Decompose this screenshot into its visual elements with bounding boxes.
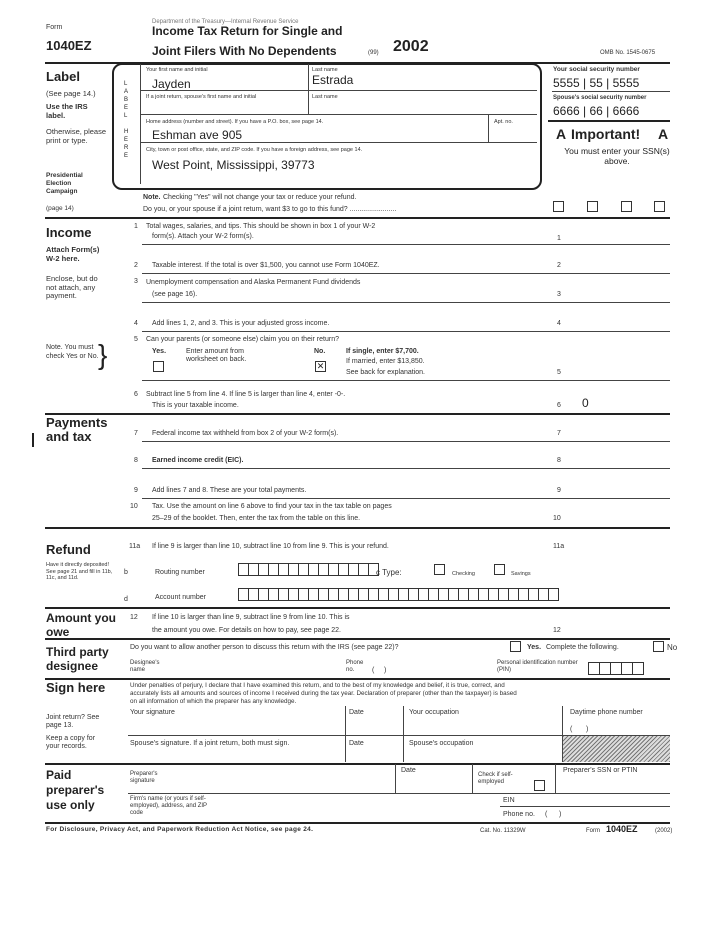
line11d-letter: d <box>124 596 128 603</box>
line1-number: 1 <box>134 223 138 230</box>
line12-text-b: the amount you owe. For details on how to pay, see page 22. <box>152 627 341 634</box>
account-number-boxes[interactable] <box>238 588 559 600</box>
footer-divider <box>45 822 670 824</box>
address-row-line <box>141 142 537 143</box>
spouse-signature-date: Date <box>349 740 364 747</box>
important-note: You must enter your SSN(s) above. <box>564 146 670 166</box>
election-spouse-yes-checkbox[interactable] <box>621 201 632 212</box>
savings-checkbox[interactable] <box>494 564 505 575</box>
checking-checkbox[interactable] <box>434 564 445 575</box>
line6-number: 6 <box>134 391 138 398</box>
election-question: Do you, or your spouse if a joint return, want $3 to go to this fund? ........................ <box>143 206 397 213</box>
prep-check-divider <box>472 764 473 794</box>
line11a-number: 11a <box>129 543 141 550</box>
ein-label: EIN <box>503 797 515 804</box>
line10-text-b: 25–29 of the booklet. Then, enter the tax from the table on this line. <box>152 515 361 522</box>
spouse-ssn-value[interactable]: 6666 | 66 | 6666 <box>553 104 640 118</box>
footer-year: (2002) <box>655 828 673 834</box>
label-heading: Label <box>46 69 80 84</box>
label-see-page: (See page 14.) <box>46 89 96 98</box>
line7-rule <box>142 441 670 442</box>
designee-pin-label: Personal identification number (PIN) <box>497 660 578 673</box>
city-value[interactable]: West Point, Mississippi, 39773 <box>152 158 315 172</box>
line7-number: 7 <box>134 430 138 437</box>
account-label: Account number <box>155 594 206 601</box>
line3-box-number: 3 <box>557 291 561 298</box>
daytime-phone-label: Daytime phone number <box>570 709 643 716</box>
attach-w2: Attach Form(s) W-2 here. <box>46 245 100 263</box>
spouse-ssn-caption: Spouse's social security number <box>553 95 647 101</box>
owe-divider <box>45 607 670 609</box>
firm-name-label: Firm's name (or yours if self-employed), address, and ZIP code <box>130 796 207 816</box>
form-title-line1: Income Tax Return for Single and <box>152 24 343 38</box>
line3-text-b: (see page 16). <box>152 291 198 298</box>
cursor-mark <box>32 433 34 447</box>
routing-label: Routing number <box>155 569 205 576</box>
footer-form-number: 1040EZ <box>606 824 638 834</box>
ssn-divider <box>548 120 670 122</box>
dept-label: Department of the Treasury—Internal Revenue Service <box>152 19 299 25</box>
spouse-signature-label: Spouse's signature. If a joint return, both must sign. <box>130 740 290 747</box>
line9-text: Add lines 7 and 8. These are your total payments. <box>152 487 307 494</box>
ssn-caption: Your social security number <box>553 66 640 73</box>
line11a-text: If line 9 is larger than line 10, subtract line 10 from line 9. This is your refund. <box>152 543 389 550</box>
line6-text-b: This is your taxable income. <box>152 402 239 409</box>
first-name-value[interactable]: Jayden <box>152 77 191 91</box>
footer-form-word: Form <box>586 828 600 834</box>
election-you-yes-checkbox[interactable] <box>553 201 564 212</box>
preparer-heading: Paid preparer's use only <box>46 768 105 812</box>
line5-text: Can your parents (or someone else) claim you on their return? <box>146 336 339 343</box>
third-party-no-checkbox[interactable] <box>653 641 664 652</box>
important-heading: Important! <box>571 126 641 142</box>
line1-box-number: 1 <box>557 235 561 242</box>
label-inner-divider <box>140 64 141 184</box>
form-title-line2: Joint Filers With No Dependents <box>152 44 337 58</box>
line8-number: 8 <box>134 457 138 464</box>
prep-date-divider <box>395 764 396 794</box>
vertical-here: H E R E <box>124 129 129 159</box>
third-party-yes: Yes. <box>527 644 542 651</box>
self-employed-checkbox[interactable] <box>534 780 545 791</box>
line4-text: Add lines 1, 2, and 3. This is your adjusted gross income. <box>152 320 330 327</box>
election-you-no-checkbox[interactable] <box>587 201 598 212</box>
enclose-payment: Enclose, but do not attach, any payment. <box>46 274 98 300</box>
election-note-bold: Note. <box>143 194 161 201</box>
line3-rule <box>142 302 670 303</box>
account-type-label: c Type: <box>376 568 402 577</box>
label-otherwise: Otherwise, please print or type. <box>46 127 107 145</box>
checking-label: Checking <box>452 571 475 577</box>
date-occ-divider <box>403 706 404 762</box>
line9-number: 9 <box>134 487 138 494</box>
line5-yes: Yes. <box>152 348 167 355</box>
line9-box-number: 9 <box>557 487 561 494</box>
line12-number: 12 <box>130 614 138 621</box>
sign-keep-copy: Keep a copy for your records. <box>46 735 96 750</box>
sig-date-divider <box>345 706 346 762</box>
name-row-line <box>141 90 537 91</box>
third-party-heading: Third party designee <box>46 645 109 673</box>
perjury-line2: accurately lists all amounts and sources of income I received during the tax year. Declaration of preparer (other than the taxpayer) is based <box>130 690 517 697</box>
line5-no-see: See back for explanation. <box>346 369 425 376</box>
line8-text: Earned income credit (EIC). <box>152 457 244 464</box>
designee-phone-label: Phone no. <box>346 660 364 673</box>
third-party-no: No <box>667 643 678 652</box>
preparer-ssn-label: Preparer's SSN or PTIN <box>563 767 638 774</box>
phone-paren: ( ) <box>372 667 387 674</box>
line10-number: 10 <box>130 503 138 510</box>
line6-box-number: 6 <box>557 402 561 409</box>
payments-heading: Payments and tax <box>46 415 108 444</box>
election-page: (page 14) <box>46 205 74 212</box>
line4-number: 4 <box>134 320 138 327</box>
line3-text: Unemployment compensation and Alaska Permanent Fund dividends <box>146 279 361 286</box>
name-divider <box>308 64 309 114</box>
line8-rule <box>142 468 670 469</box>
preparer-signature-label: Preparer's signature <box>130 771 158 784</box>
address-caption: Home address (number and street). If you have a P.O. box, see page 14. <box>146 119 324 125</box>
line11b-letter: b <box>124 569 128 576</box>
line5-yes-checkbox[interactable] <box>153 361 164 372</box>
ssn-value[interactable]: 5555 | 55 | 5555 <box>553 76 640 90</box>
last-name-value[interactable]: Estrada <box>312 73 354 87</box>
line10-text: Tax. Use the amount on line 6 above to find your tax in the tax table on pages <box>152 503 392 510</box>
line10-box-number: 10 <box>553 515 561 522</box>
refund-direct-deposit: Have it directly deposited! See page 21 and fill in 11b, 11c, and 11d. <box>46 562 113 581</box>
third-party-yes-checkbox[interactable] <box>510 641 521 652</box>
third-party-complete: Complete the following. <box>546 644 619 651</box>
line6-text: Subtract line 5 from line 4. If line 5 is larger than line 4, enter -0-. <box>146 391 346 398</box>
line2-text: Taxable interest. If the total is over $1,500, you cannot use Form 1040EZ. <box>152 262 380 269</box>
savings-label: Savings <box>511 571 531 577</box>
apt-divider <box>488 114 489 142</box>
line1-text: Total wages, salaries, and tips. This should be shown in box 1 of your W-2 <box>146 223 376 230</box>
line2-box-number: 2 <box>557 262 561 269</box>
preparer-divider <box>45 763 670 765</box>
line5-no-single: If single, enter $7,700. <box>346 348 419 355</box>
omb-number: OMB No. 1545-0675 <box>600 50 656 56</box>
sign-heading: Sign here <box>46 680 106 695</box>
income-divider <box>45 217 670 219</box>
designee-name-label: Designee's name <box>130 660 160 673</box>
election-note: Checking "Yes" will not change your tax or reduce your refund. <box>163 194 357 201</box>
label-use-irs: Use the IRS label. <box>46 102 88 120</box>
line5-box-number: 5 <box>557 369 561 376</box>
line4-box-number: 4 <box>557 320 561 327</box>
perjury-line1: Under penalties of perjury, I declare that I have examined this return, and to the best of my knowledge and belief, it is true, correct, and <box>130 682 505 689</box>
form-word: Form <box>46 24 63 31</box>
line4-rule <box>142 331 670 332</box>
payments-divider <box>45 413 670 415</box>
your-signature-label: Your signature <box>130 709 175 716</box>
line1-text-b: form(s). Attach your W-2 form(s). <box>152 233 254 240</box>
amount-owe-heading: Amount you owe <box>46 611 116 639</box>
hatched-area <box>563 736 670 762</box>
footer-disclosure: For Disclosure, Privacy Act, and Paperwork Reduction Act Notice, see page 24. <box>46 826 314 833</box>
first-name-caption: Your first name and initial <box>146 67 208 73</box>
preparer-phone-label: Phone no. <box>503 811 535 818</box>
refund-divider <box>45 527 670 529</box>
line5-yes-text: Enter amount from worksheet on back. <box>186 348 247 363</box>
preparer-date-label: Date <box>401 767 416 774</box>
election-heading: Presidential Election Campaign <box>46 172 83 195</box>
spouse-row-line <box>141 114 537 115</box>
third-party-question: Do you want to allow another person to discuss this return with the IRS (see page 22)? <box>130 644 399 651</box>
line7-box-number: 7 <box>557 430 561 437</box>
prep-phone-paren: ( ) <box>545 811 562 818</box>
line7-text: Federal income tax withheld from box 2 of your W-2 form(s). <box>152 430 339 437</box>
last-name-caption: Last name <box>312 67 338 73</box>
important-arrow-left: A <box>556 126 567 142</box>
apt-caption: Apt. no. <box>494 119 513 125</box>
brace: } <box>98 339 108 370</box>
form-number: 1040EZ <box>46 38 92 53</box>
income-heading: Income <box>46 225 92 240</box>
your-occupation-label: Your occupation <box>409 709 459 716</box>
sign-joint-return: Joint return? See page 13. <box>46 714 100 729</box>
your-signature-date: Date <box>349 709 364 716</box>
important-arrow-right: A <box>658 126 669 142</box>
preparer-self-employed-label: Check if self-employed <box>478 772 513 785</box>
tax-year: 2002 <box>393 38 429 55</box>
line9-rule <box>142 498 670 499</box>
line5-rule <box>142 380 670 381</box>
spouse-name-caption: If a joint return, spouse's first name and initial <box>146 94 257 100</box>
line5-no-checkbox[interactable]: ✕ <box>316 361 325 371</box>
footer-cat-no: Cat. No. 11329W <box>480 828 526 834</box>
check-note: Note. You must check Yes or No. <box>46 344 99 360</box>
ein-rule <box>500 806 670 807</box>
refund-heading: Refund <box>46 542 91 557</box>
election-spouse-no-checkbox[interactable] <box>654 201 665 212</box>
line6-value[interactable]: 0 <box>582 396 589 410</box>
line2-number: 2 <box>134 262 138 269</box>
spouse-occupation-label: Spouse's occupation <box>409 740 474 747</box>
designee-pin-boxes[interactable] <box>588 662 644 674</box>
vertical-label: L A B E L <box>124 81 129 119</box>
line3-number: 3 <box>134 278 138 285</box>
line12-box-number: 12 <box>553 627 561 634</box>
city-caption: City, town or post office, state, and ZIP code. If you have a foreign address, see page 14. <box>146 147 363 153</box>
daytime-phone-paren: ( ) <box>570 726 589 733</box>
address-value[interactable]: Eshman ave 905 <box>152 128 243 142</box>
line1-rule <box>142 244 670 245</box>
preparer-row-rule <box>128 793 670 794</box>
line5-number: 5 <box>134 336 138 343</box>
line5-no: No. <box>314 348 326 355</box>
sign-divider <box>45 678 670 680</box>
third-party-divider <box>45 638 670 640</box>
ssn-line <box>552 91 670 92</box>
prep-ssn-divider <box>555 764 556 794</box>
line5-no-married: If married, enter $13,850. <box>346 358 425 365</box>
perjury-line3: on all information of which the preparer has any knowledge. <box>130 698 297 705</box>
line11a-box-number: 11a <box>553 543 565 550</box>
line8-box-number: 8 <box>557 457 561 464</box>
line12-text: If line 10 is larger than line 9, subtract line 9 from line 10. This is <box>152 614 350 621</box>
form-code: (99) <box>368 50 379 56</box>
line2-rule <box>142 273 670 274</box>
spouse-last-caption: Last name <box>312 94 338 100</box>
routing-number-boxes[interactable] <box>238 563 379 575</box>
